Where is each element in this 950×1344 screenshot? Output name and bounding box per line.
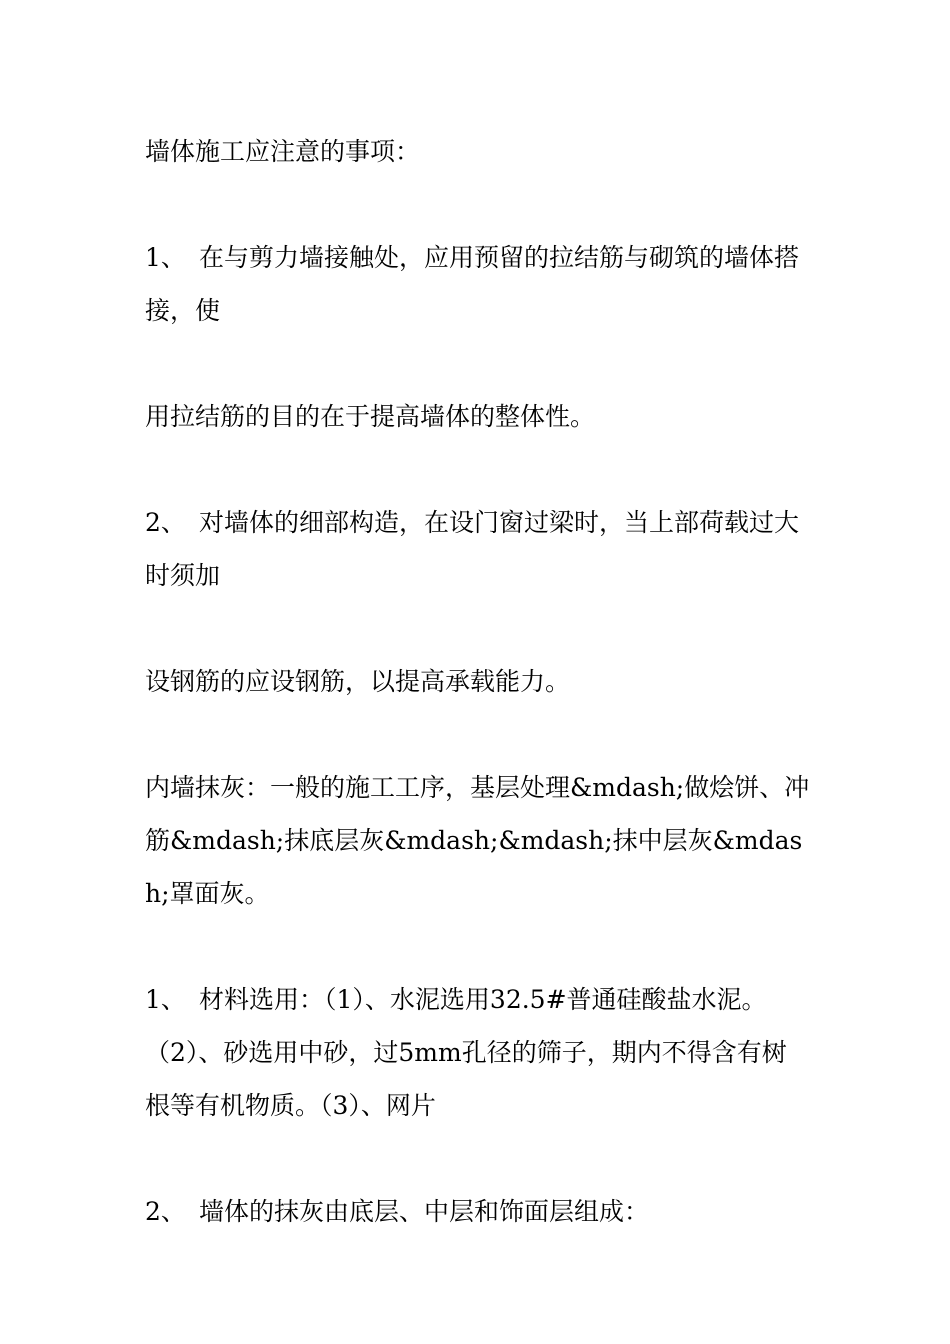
document-page — [145, 125, 810, 1291]
paragraph-text: 对墙体的细部构造，在设门窗过梁时，当上部荷载过大时须加 — [145, 508, 800, 590]
paragraph-text: 材料选用：（1）、水泥选用32.5#普通硅酸盐水泥。（2）、砂选用中砂，过5mm孔径的筛子，期内不得含有树根等有机物质。（3）、网片 — [145, 985, 787, 1120]
paragraph-text: 在与剪力墙接触处，应用预留的拉结筋与砌筑的墙体搭接，使 — [145, 243, 800, 325]
text-paragraph — [145, 655, 810, 708]
item-number: 2、 — [145, 1197, 186, 1226]
paragraph-text: 内墙抹灰：一般的施工工序，基层处理&mdash;做烩饼、冲筋&mdash;抹底层灰&mdash;&mdash;抹中层灰&mdash;罩面灰。 — [145, 773, 810, 908]
paragraph-text: 墙体的抹灰由底层、中层和饰面层组成： — [199, 1197, 650, 1226]
paragraph-text: 用拉结筋的目的在于提高墙体的整体性。 — [145, 402, 596, 431]
list-item-paragraph — [145, 231, 810, 337]
paragraph-text: 设钢筋的应设钢筋，以提高承载能力。 — [145, 667, 571, 696]
item-number: 1、 — [145, 243, 186, 272]
text-paragraph — [145, 390, 810, 443]
heading-paragraph — [145, 125, 810, 178]
list-item-paragraph — [145, 496, 810, 602]
list-item-paragraph — [145, 1185, 810, 1238]
paragraph-text: 墙体施工应注意的事项： — [145, 137, 421, 166]
list-item-paragraph — [145, 973, 810, 1132]
item-number: 2、 — [145, 508, 186, 537]
item-number: 1、 — [145, 985, 186, 1014]
text-paragraph — [145, 761, 810, 920]
